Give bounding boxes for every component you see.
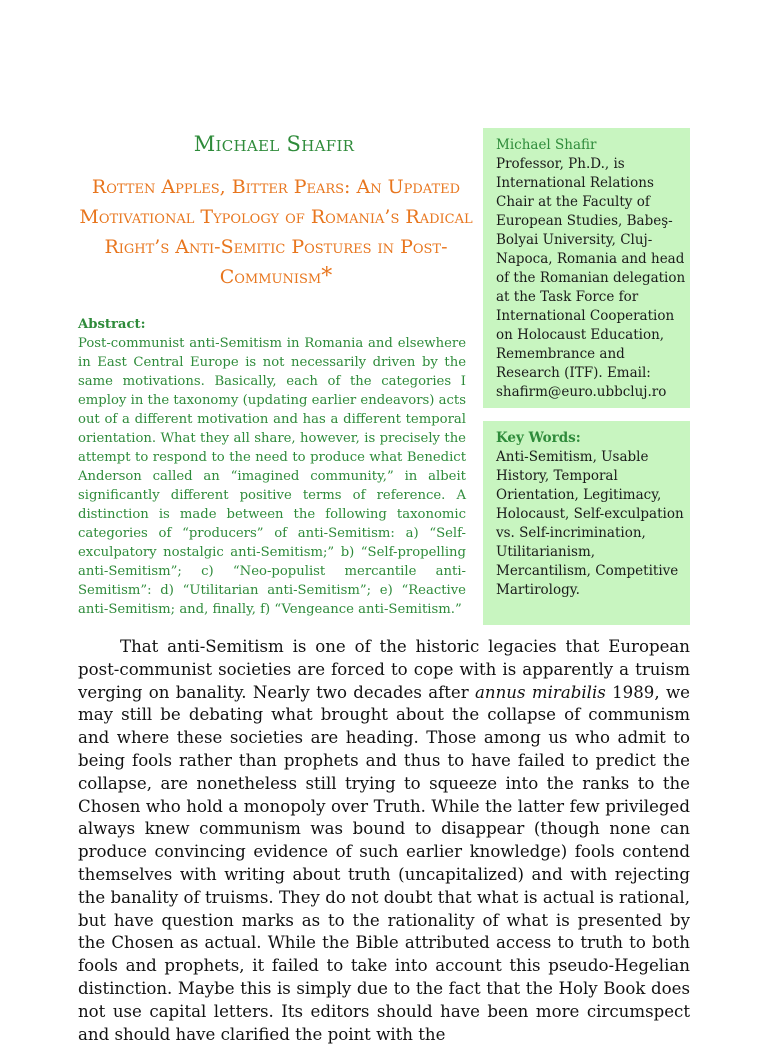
bio-name: Michael Shafir	[496, 137, 597, 153]
title-footnote-mark: *	[321, 264, 333, 289]
body-paragraph	[78, 636, 690, 1046]
author-bio-box	[483, 128, 690, 408]
abstract-heading: Abstract:	[78, 317, 146, 332]
bio-text: Professor, Ph.D., is International Relations Chair at the Faculty of European Studies, Babeş-Bolyai University, Cluj-Napoca, Romania and head of the Romanian delegation at the Task Force for International Cooperation on Holocaust Education, Remembrance and Research (ITF). Email: shafirm@euro.ubbcluj.ro	[496, 156, 686, 400]
keywords-text: Anti-Semitism, Usable History, Temporal Orientation, Legitimacy, Holocaust, Self-exculpation vs. Self-incrimination, Utilitarianism, Mercantilism, Competitive Martirology.	[496, 449, 684, 598]
body-text-part1: That anti-Semitism is one of the historic legacies that European post-communist societies are forced to cope with is apparently a truism verging on banality. Nearly two decades after	[78, 637, 690, 702]
article-title-text: Rotten Apples, Bitter Pears: An Updated Motivational Typology of Romania’s Radical Right’s Anti-Semitic Postures in Post-Communism	[79, 176, 473, 288]
article-title	[70, 172, 482, 292]
abstract	[78, 315, 466, 619]
abstract-text: Post-communist anti-Semitism in Romania and elsewhere in East Central Europe is not necessarily driven by the same motivations. Basically, each of the categories I employ in the taxonomy (updating earlier endeavors) acts out of a different motivation and has a different temporal orientation. What they all share, however, is precisely the attempt to respond to the need to produce what Benedict Anderson called an “imagined community,” in albeit significantly different positive terms of reference. A distinction is made between the following taxonomic categories of “producers” of anti-Semitism: a) “Self-exculpatory nostalgic anti-Semitism;” b) “Self-propelling anti-Semitism”; c) “Neo-populist mercantile anti-Semitism”: d) “Utilitarian anti-Semitism”; e) “Reactive anti-Semitism; and, finally, f) “Vengeance anti-Semitism.”	[78, 336, 466, 617]
body-text-italic: annus mirabilis	[475, 682, 606, 702]
body-text-part2: 1989, we may still be debating what brought about the collapse of communism and where these societies are heading. Those among us who admit to being fools rather than prophets and thus to have failed to predict the collapse, are nonetheless still trying to squeeze into the ranks to the Chosen who hold a monopoly over Truth. While the latter few privileged always knew communism was bound to disappear (though none can produce convincing evidence of such earlier knowledge) fools contend themselves with writing about truth (uncapitalized) and with rejecting the banality of truisms. They do not doubt that what is actual is rational, but have question marks as to the rationality of what is presented by the Chosen as actual. While the Bible attributed access to truth to both fools and prophets, it failed to take into account this pseudo-Hegelian distinction. Maybe this is simply due to the fact that the Holy Book does not use capital letters. Its editors should have been more circumspect and should have clarified the point with the	[78, 682, 690, 1044]
author-name: Michael Shafir	[193, 132, 355, 156]
keywords-heading: Key Words:	[496, 430, 581, 446]
keywords-box	[483, 421, 690, 625]
